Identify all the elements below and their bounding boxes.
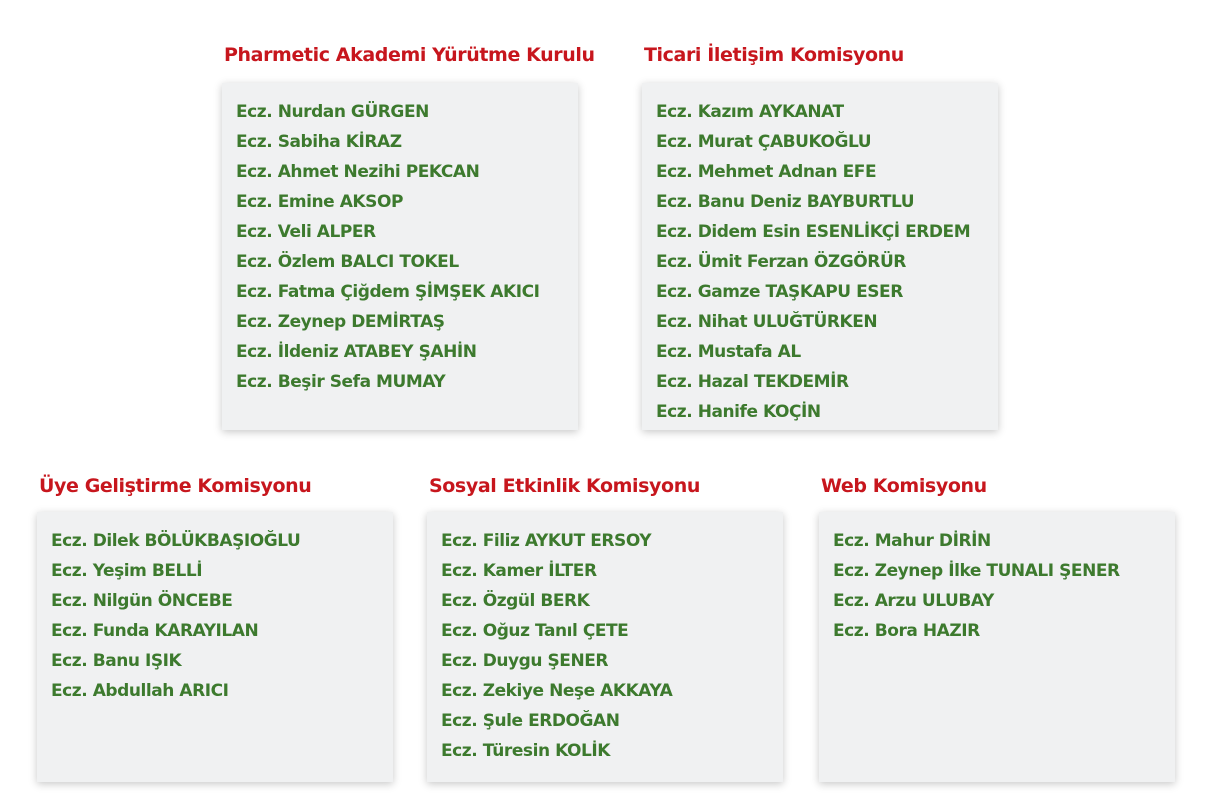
member-name: Ecz. Banu Deniz BAYBURTLU xyxy=(656,192,915,212)
committee-title: Pharmetic Akademi Yürütme Kurulu xyxy=(224,44,595,66)
member-name: Ecz. Duygu ŞENER xyxy=(441,651,609,671)
member-name: Ecz. Şule ERDOĞAN xyxy=(441,711,620,731)
member-name: Ecz. Özlem BALCI TOKEL xyxy=(236,252,459,272)
member-list xyxy=(833,526,1175,646)
committee-title: Üye Geliştirme Komisyonu xyxy=(39,475,312,497)
member-name: Ecz. Kazım AYKANAT xyxy=(656,102,844,122)
member-name: Ecz. Beşir Sefa MUMAY xyxy=(236,372,446,392)
member-card xyxy=(37,512,393,782)
member-name: Ecz. İldeniz ATABEY ŞAHİN xyxy=(236,342,477,362)
member-name: Ecz. Filiz AYKUT ERSOY xyxy=(441,531,652,551)
member-name: Ecz. Hanife KOÇİN xyxy=(656,402,821,422)
member-name: Ecz. Zeynep İlke TUNALI ŞENER xyxy=(833,561,1120,581)
member-card xyxy=(642,83,998,430)
member-name: Ecz. Mehmet Adnan EFE xyxy=(656,162,877,182)
member-card xyxy=(819,512,1175,782)
member-list xyxy=(441,526,783,766)
committee-title: Web Komisyonu xyxy=(821,475,987,497)
member-name: Ecz. Nihat ULUĞTÜRKEN xyxy=(656,312,878,332)
member-list xyxy=(656,97,998,427)
committee-title: Sosyal Etkinlik Komisyonu xyxy=(429,475,700,497)
member-name: Ecz. Banu IŞIK xyxy=(51,651,182,671)
member-name: Ecz. Nilgün ÖNCEBE xyxy=(51,591,233,611)
member-name: Ecz. Arzu ULUBAY xyxy=(833,591,994,611)
member-name: Ecz. Yeşim BELLİ xyxy=(51,561,203,581)
member-name: Ecz. Abdullah ARICI xyxy=(51,681,229,701)
member-name: Ecz. Emine AKSOP xyxy=(236,192,403,212)
member-name: Ecz. Mahur DİRİN xyxy=(833,531,991,551)
member-card xyxy=(427,512,783,782)
member-name: Ecz. Özgül BERK xyxy=(441,591,590,611)
member-name: Ecz. Nurdan GÜRGEN xyxy=(236,102,429,122)
member-name: Ecz. Zekiye Neşe AKKAYA xyxy=(441,681,673,701)
member-name: Ecz. Oğuz Tanıl ÇETE xyxy=(441,621,629,641)
member-name: Ecz. Sabiha KİRAZ xyxy=(236,132,402,152)
member-card xyxy=(222,83,578,430)
member-name: Ecz. Mustafa AL xyxy=(656,342,801,362)
member-name: Ecz. Didem Esin ESENLİKÇİ ERDEM xyxy=(656,222,971,242)
member-name: Ecz. Zeynep DEMİRTAŞ xyxy=(236,312,445,332)
member-name: Ecz. Fatma Çiğdem ŞİMŞEK AKICI xyxy=(236,282,540,302)
member-name: Ecz. Ahmet Nezihi PEKCAN xyxy=(236,162,480,182)
member-list xyxy=(236,97,578,397)
committee-title: Ticari İletişim Komisyonu xyxy=(644,44,904,66)
member-name: Ecz. Dilek BÖLÜKBAŞIOĞLU xyxy=(51,531,301,551)
member-list xyxy=(51,526,393,706)
member-name: Ecz. Türesin KOLİK xyxy=(441,741,611,761)
member-name: Ecz. Veli ALPER xyxy=(236,222,376,242)
member-name: Ecz. Hazal TEKDEMİR xyxy=(656,372,849,392)
member-name: Ecz. Bora HAZIR xyxy=(833,621,980,641)
member-name: Ecz. Funda KARAYILAN xyxy=(51,621,259,641)
member-name: Ecz. Murat ÇABUKOĞLU xyxy=(656,132,872,152)
member-name: Ecz. Kamer İLTER xyxy=(441,561,597,581)
member-name: Ecz. Ümit Ferzan ÖZGÖRÜR xyxy=(656,252,906,272)
member-name: Ecz. Gamze TAŞKAPU ESER xyxy=(656,282,903,302)
